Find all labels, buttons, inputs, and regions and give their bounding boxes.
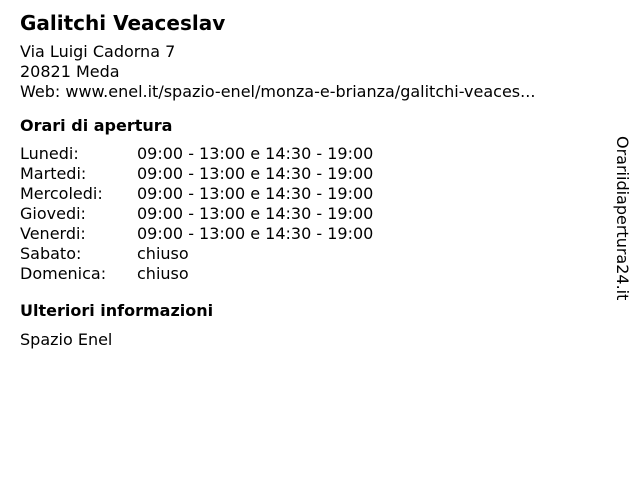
- more-info-text: Spazio Enel: [20, 330, 113, 349]
- hours-value: 09:00 - 13:00 e 14:30 - 19:00: [137, 204, 374, 223]
- address-block: [20, 42, 600, 102]
- hours-row: [20, 264, 600, 284]
- day-label: Domenica:: [20, 264, 107, 283]
- street-address: Via Luigi Cadorna 7: [20, 42, 176, 61]
- hours-value: chiuso: [137, 264, 189, 283]
- more-info-heading: Ulteriori informazioni: [20, 301, 214, 320]
- hours-row: [20, 244, 600, 264]
- hours-heading: Orari di apertura: [20, 116, 173, 135]
- hours-value: 09:00 - 13:00 e 14:30 - 19:00: [137, 184, 374, 203]
- hours-table: [20, 144, 600, 284]
- day-label: Venerdi:: [20, 224, 86, 243]
- hours-row: [20, 164, 600, 184]
- hours-row: [20, 204, 600, 224]
- hours-value: 09:00 - 13:00 e 14:30 - 19:00: [137, 144, 374, 163]
- hours-value: 09:00 - 13:00 e 14:30 - 19:00: [137, 164, 374, 183]
- website-link[interactable]: Web: www.enel.it/spazio-enel/monza-e-brianza/galitchi-veaces...: [20, 82, 536, 101]
- business-name: Galitchi Veaceslav: [20, 11, 226, 35]
- site-brand: Orariidiapertura24.it: [613, 136, 632, 301]
- hours-row: [20, 184, 600, 204]
- city-line: 20821 Meda: [20, 62, 120, 81]
- hours-value: chiuso: [137, 244, 189, 263]
- day-label: Lunedi:: [20, 144, 79, 163]
- day-label: Sabato:: [20, 244, 82, 263]
- business-card: [20, 10, 600, 350]
- hours-value: 09:00 - 13:00 e 14:30 - 19:00: [137, 224, 374, 243]
- day-label: Giovedi:: [20, 204, 86, 223]
- day-label: Mercoledi:: [20, 184, 103, 203]
- hours-row: [20, 224, 600, 244]
- hours-row: [20, 144, 600, 164]
- day-label: Martedi:: [20, 164, 87, 183]
